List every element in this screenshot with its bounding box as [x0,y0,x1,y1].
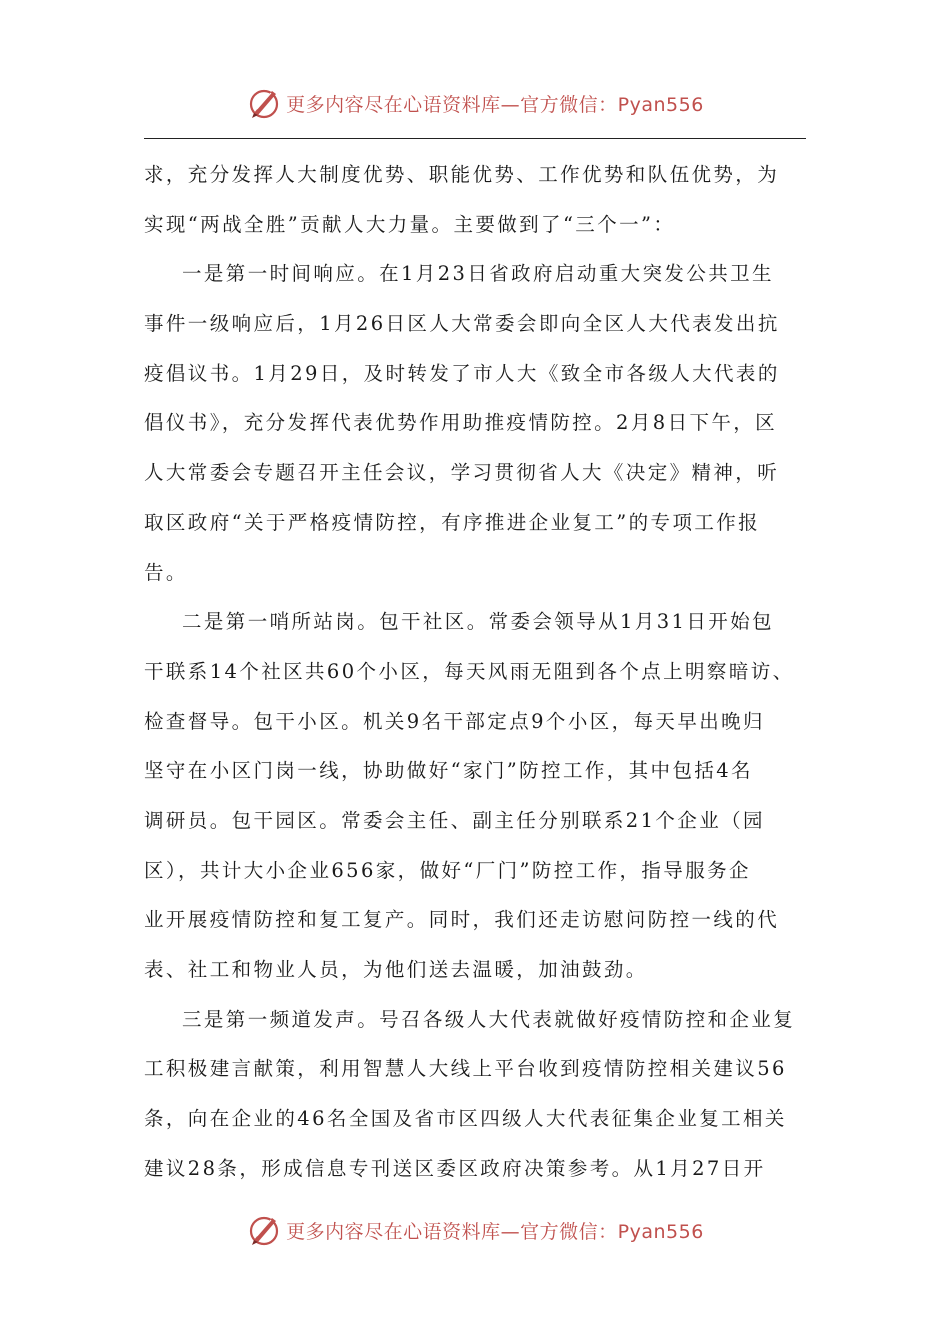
text-line: 事件一级响应后，1月26日区人大常委会即向全区人大代表发出抗 [144,312,780,336]
text-line: 人大常委会专题召开主任会议，学习贯彻省人大《决定》精神，听 [144,461,780,485]
paragraph-first-line: 二是第一哨所站岗。包干社区。常委会领导从1月31日开始包 [182,610,774,634]
text-line: 求，充分发挥人大制度优势、职能优势、工作优势和队伍优势，为 [144,163,780,186]
footer-banner [0,1210,950,1250]
text-line: 业开展疫情防控和复工复产。同时，我们还走访慰问防控一线的代 [144,908,780,932]
text-line: 工积极建言献策，利用智慧人大线上平台收到疫情防控相关建议56 [144,1057,787,1081]
pen-quill-icon [246,1212,282,1248]
text-line: 坚守在小区门岗一线，协助做好“家门”防控工作，其中包括4名 [144,759,753,783]
text-line: 建议28条，形成信息专刊送区委区政府决策参考。从1月27日开 [144,1156,766,1180]
pen-quill-icon [246,85,282,121]
text-line: 调研员。包干园区。常委会主任、副主任分别联系21个企业（园 [144,808,765,832]
text-line: 干联系14个社区共60个小区，每天风雨无阻到各个点上明察暗访、 [144,659,795,683]
text-line: 疫倡议书。1月29日，及时转发了市人大《致全市各级人大代表的 [144,361,780,385]
text-line: 取区政府“关于严格疫情防控，有序推进企业复工”的专项工作报 [144,510,761,534]
paragraph-first-line: 一是第一时间响应。在1月23日省政府启动重大突发公共卫生 [182,262,774,286]
text-line: 倡仪书》，充分发挥代表优势作用助推疫情防控。2月8日下午，区 [144,411,778,435]
document-body [144,150,806,1193]
text-line: 条，向在企业的46名全国及省市区四级人大代表征集企业复工相关 [144,1107,787,1131]
text-line: 表、社工和物业人员，为他们送去温暖，加油鼓劲。 [144,958,648,981]
text-line: 告。 [144,560,188,584]
text-line: 检查督导。包干小区。机关9名干部定点9个小区，每天早出晚归 [144,709,765,733]
header-divider [144,138,806,139]
header-banner [0,83,950,123]
paragraph-first-line: 三是第一频道发声。号召各级人大代表就做好疫情防控和企业复 [182,1007,796,1031]
text-line: 实现“两战全胜”贡献人大力量。主要做到了“三个一”： [144,212,676,236]
footer-banner-text: 更多内容尽在心语资料库—官方微信：Pyan556 [286,1220,704,1243]
header-banner-text: 更多内容尽在心语资料库—官方微信：Pyan556 [286,93,704,116]
text-line: 区），共计大小企业656家，做好“厂门”防控工作，指导服务企 [144,858,751,882]
